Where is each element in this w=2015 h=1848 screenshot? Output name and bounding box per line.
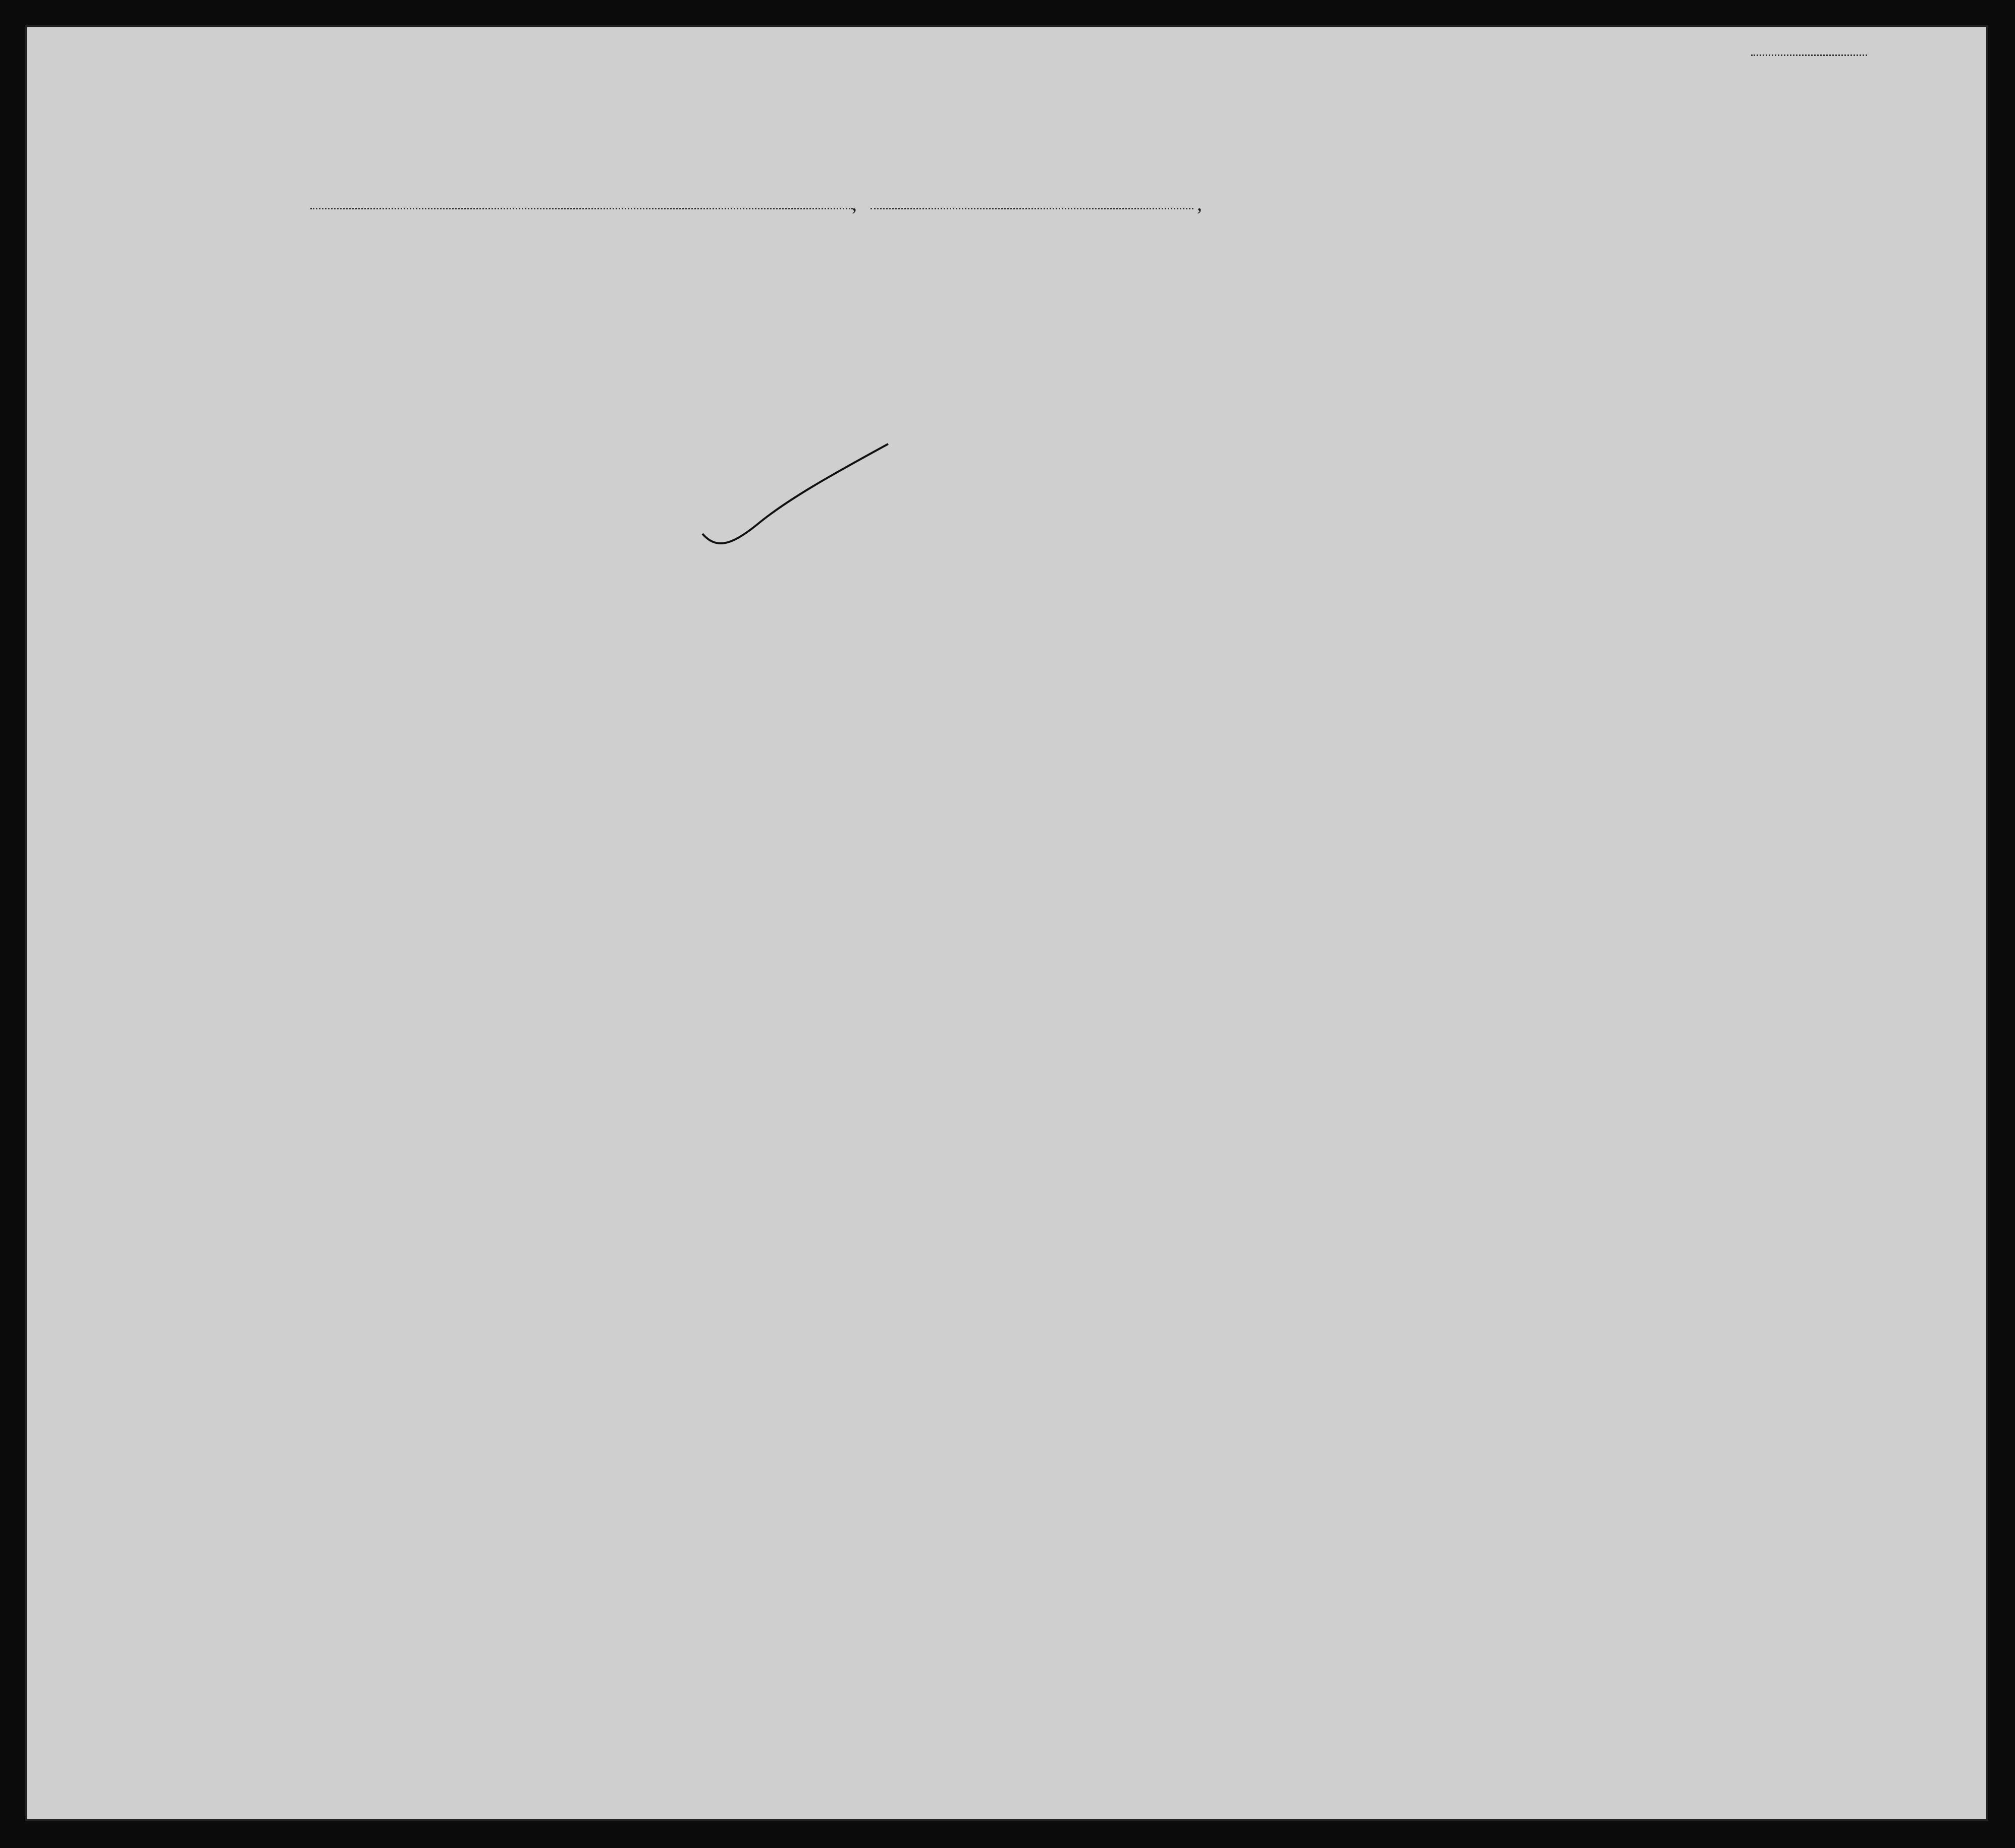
col19-header bbox=[575, 293, 606, 424]
col33-feet-header bbox=[1641, 385, 1654, 425]
col24a-header bbox=[1130, 315, 1176, 431]
col24b-header bbox=[1209, 305, 1234, 421]
col25-header bbox=[1297, 303, 1327, 424]
col27-header bbox=[1360, 300, 1375, 421]
col24c-header bbox=[1257, 308, 1287, 424]
col26-header bbox=[1332, 300, 1347, 421]
col29-header bbox=[1433, 305, 1468, 426]
col21-header bbox=[694, 288, 724, 419]
date-underline bbox=[870, 208, 1193, 209]
comma-1: , bbox=[852, 192, 857, 215]
comma-2: , bbox=[1197, 192, 1202, 215]
col28-header bbox=[1379, 309, 1422, 430]
list-underline bbox=[1751, 54, 1867, 56]
col33-inches-header bbox=[1671, 385, 1684, 425]
col30-header bbox=[1481, 303, 1511, 424]
port-underline bbox=[310, 208, 853, 209]
